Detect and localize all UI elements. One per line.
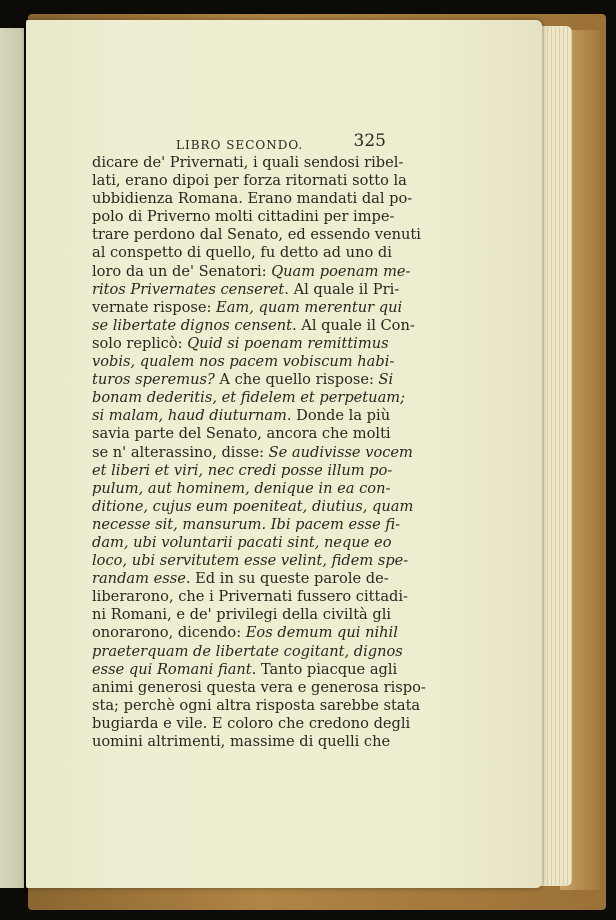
left-page-edge <box>0 28 24 888</box>
text-line <box>92 226 421 244</box>
text-segment: solo replicò: <box>92 334 188 352</box>
text-segment: animi generosi questa vera e generosa rispo- <box>92 678 426 696</box>
text-line <box>92 624 398 642</box>
text-line <box>92 425 391 443</box>
text-line <box>92 570 388 588</box>
latin-phrase: loco, ubi servitutem esse velint, fidem spe- <box>92 552 409 570</box>
text-line <box>92 533 392 552</box>
latin-phrase: praeterquam de libertate cogitant, dignos <box>92 642 403 660</box>
text-line <box>92 154 404 172</box>
text-segment: A che quello rispose: <box>214 371 379 389</box>
text-line <box>92 389 406 407</box>
text-segment: trare perdono dal Senato, ed essendo venuti <box>92 226 421 244</box>
text-segment: bugiarda e vile. E coloro che credono degli <box>92 714 411 732</box>
text-segment: vernate rispose: <box>92 298 217 316</box>
text-line <box>92 353 395 371</box>
text-line <box>92 479 391 498</box>
page-number: 325 <box>353 131 386 151</box>
latin-phrase: ritos Privernates censeret <box>92 280 285 298</box>
latin-phrase: Quam poenam me- <box>271 262 411 280</box>
text-line <box>92 407 391 425</box>
text-line <box>92 371 394 389</box>
text-segment: . Ed in su queste parole de- <box>185 570 389 588</box>
running-title: LIBRO SECONDO. <box>176 138 304 152</box>
latin-phrase: Quid si poenam remittimus <box>187 334 389 352</box>
text-line <box>92 552 409 570</box>
text-line <box>92 172 407 190</box>
latin-phrase: bonam dederitis, et fidelem et perpetuam; <box>92 389 406 407</box>
text-line <box>92 190 413 208</box>
text-line <box>92 280 400 299</box>
running-head <box>176 131 386 155</box>
text-line <box>92 208 395 226</box>
text-line <box>92 642 403 661</box>
text-line <box>92 262 411 281</box>
latin-phrase: pulum, aut hominem, denique in ea con- <box>92 479 391 497</box>
text-line <box>92 298 403 317</box>
text-segment: lati, erano dipoi per forza ritornati sotto la <box>92 172 407 190</box>
text-segment: al conspetto di quello, fu detto ad uno di <box>92 244 392 262</box>
latin-phrase: necesse sit, mansurum. Ibi pacem esse fi- <box>92 515 401 533</box>
latin-phrase: Eos demum qui nihil <box>245 624 398 642</box>
text-segment: dicare de' Privernati, i quali sendosi ribel- <box>92 154 404 171</box>
text-line <box>92 244 392 262</box>
text-segment: liberarono, che i Privernati fussero cittadi- <box>92 588 408 606</box>
latin-phrase: et liberi et viri, nec credi posse illum po- <box>92 461 393 479</box>
latin-phrase: Eam, quam merentur qui <box>216 298 403 316</box>
text-line <box>92 515 401 534</box>
latin-phrase: ditione, cujus eum poeniteat, diutius, quam <box>92 497 414 515</box>
text-segment: onorarono, dicendo: <box>92 624 246 642</box>
text-segment: se n' alterassino, disse: <box>92 443 269 461</box>
latin-phrase: se libertate dignos censent <box>92 316 293 334</box>
text-line <box>92 461 393 480</box>
text-segment: . Tanto piacque agli <box>251 660 398 678</box>
text-segment: savia parte del Senato, ancora che molti <box>92 425 391 443</box>
text-segment: loro da un de' Senatori: <box>92 262 272 280</box>
text-line <box>92 660 398 679</box>
text-line <box>92 714 411 733</box>
text-line <box>92 696 421 715</box>
text-line <box>92 733 391 751</box>
latin-phrase: esse qui Romani fiant <box>92 660 252 678</box>
text-line <box>92 316 415 335</box>
text-segment: ni Romani, e de' privilegi della civiltà gli <box>92 606 392 624</box>
text-segment: ubbidienza Romana. Erano mandati dal po- <box>92 190 413 208</box>
text-line <box>92 678 426 697</box>
text-line <box>92 335 388 353</box>
body-text <box>92 154 426 751</box>
latin-phrase: vobis, qualem nos pacem vobiscum habi- <box>92 353 395 371</box>
text-line <box>92 497 414 516</box>
latin-phrase: Se audivisse vocem <box>268 443 413 461</box>
latin-phrase: dam, ubi voluntarii pacati sint, neque eo <box>92 533 392 551</box>
text-segment: . Al quale il Con- <box>292 316 415 334</box>
text-line <box>92 588 408 606</box>
text-line <box>92 606 392 624</box>
latin-phrase: Si <box>378 371 394 389</box>
latin-phrase: randam esse <box>92 570 186 588</box>
text-line <box>92 443 413 462</box>
text-segment: uomini altrimenti, massime di quelli che <box>92 733 391 750</box>
text-segment: polo di Priverno molti cittadini per impe- <box>92 208 395 226</box>
text-segment: . Al quale il Pri- <box>284 280 400 298</box>
text-segment: . Donde la più <box>286 407 391 425</box>
latin-phrase: turos speremus? <box>92 371 215 389</box>
text-segment: sta; perchè ogni altra risposta sarebbe stata <box>92 696 421 714</box>
latin-phrase: si malam, haud diuturnam <box>92 407 287 425</box>
